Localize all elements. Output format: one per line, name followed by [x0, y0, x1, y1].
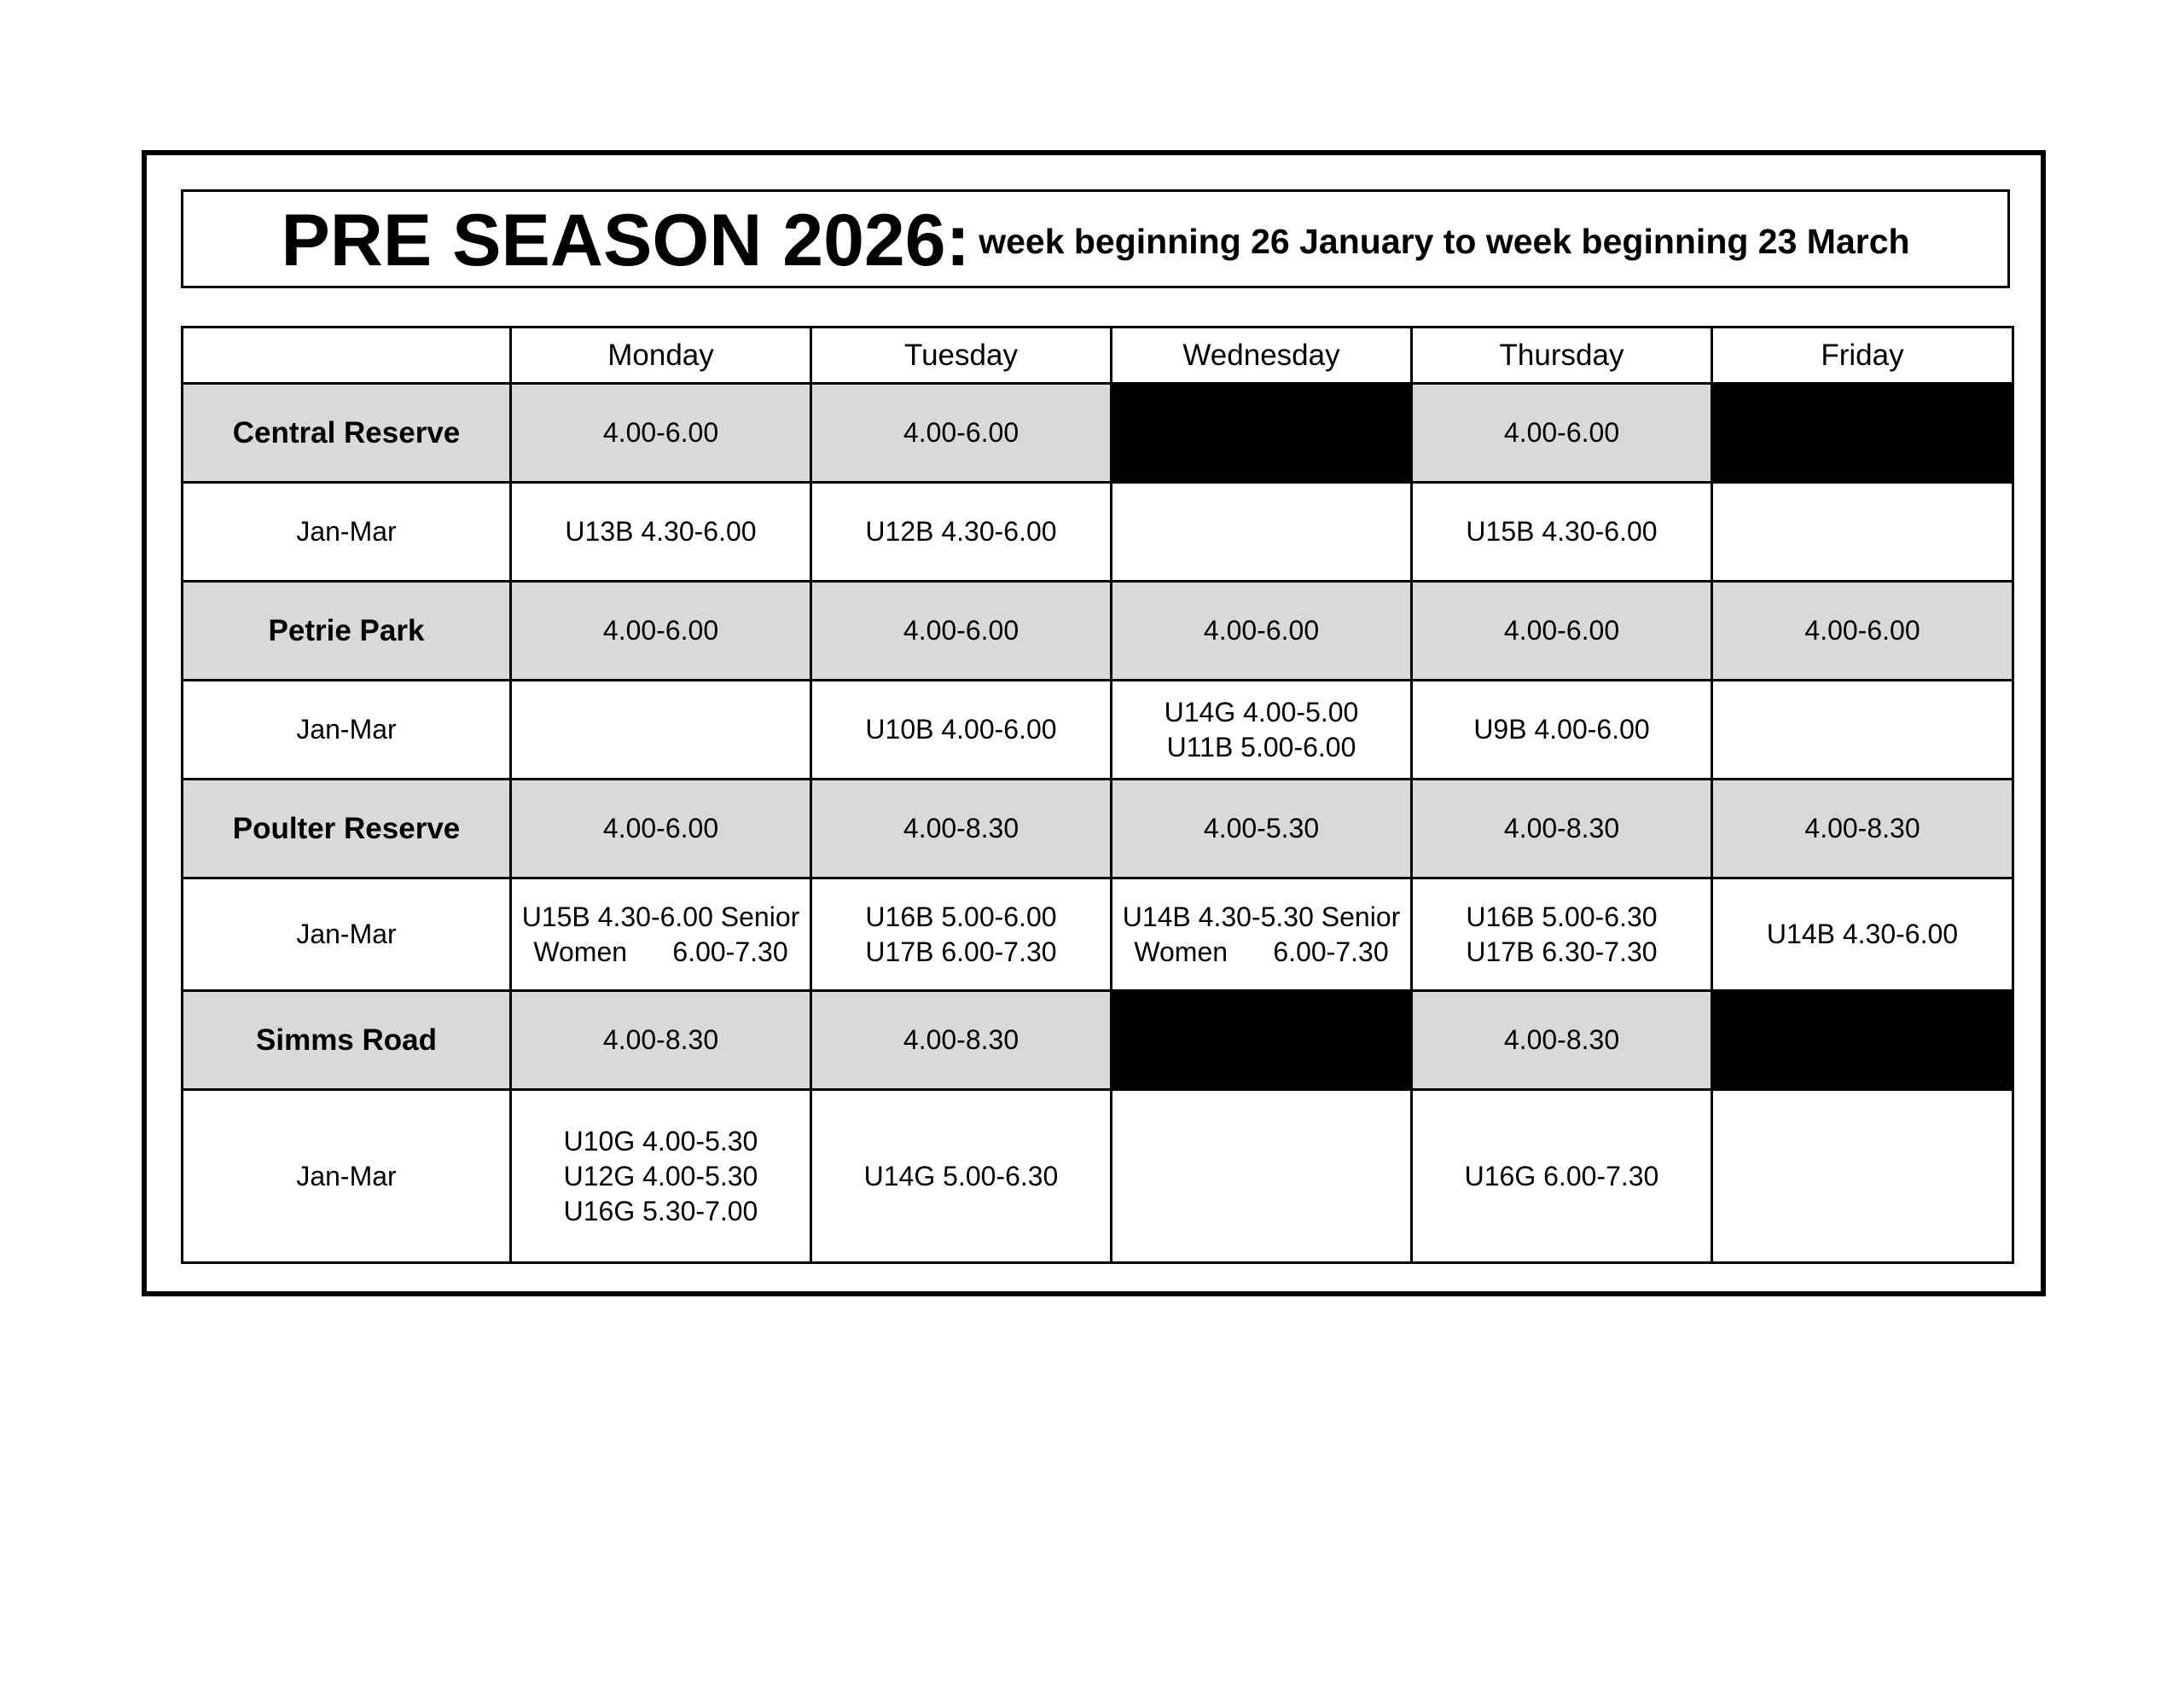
session-cell-friday	[1712, 681, 2013, 780]
period-label: Jan-Mar	[183, 681, 511, 780]
session-entry: U16G 6.00-7.30	[1464, 1160, 1659, 1191]
session-entry: U14B 4.30-6.00	[1766, 919, 1959, 949]
venue-hours-tuesday: 4.00-8.30	[811, 991, 1112, 1090]
blocked-cell	[1112, 384, 1412, 483]
sessions-row	[183, 878, 2013, 991]
venue-row	[183, 582, 2013, 681]
session-cell-wednesday	[1112, 483, 1412, 582]
session-cell-tuesday	[811, 878, 1112, 991]
day-header-thursday: Thursday	[1412, 328, 1712, 384]
session-entry: U16G 5.30-7.00	[563, 1195, 758, 1226]
venue-name-simms-road: Simms Road	[183, 991, 511, 1090]
session-entry: U12B 4.30-6.00	[865, 516, 1057, 547]
venue-row	[183, 780, 2013, 878]
session-cell-friday	[1712, 878, 2013, 991]
session-cell-thursday	[1412, 1090, 1712, 1263]
session-entry: U15B 4.30-6.00	[1466, 516, 1658, 547]
blocked-cell	[1112, 991, 1412, 1090]
session-cell-thursday	[1412, 483, 1712, 582]
venue-hours-thursday: 4.00-8.30	[1412, 780, 1712, 878]
session-entry: U9B 4.00-6.00	[1473, 714, 1650, 745]
session-cell-tuesday	[811, 681, 1112, 780]
venue-hours-monday: 4.00-6.00	[511, 384, 811, 483]
session-cell-tuesday	[811, 483, 1112, 582]
day-header-friday: Friday	[1712, 328, 2013, 384]
session-entry: U11B 5.00-6.00	[1166, 731, 1356, 762]
session-entry: U17B 6.00-7.30	[865, 936, 1057, 967]
session-cell-wednesday	[1112, 1090, 1412, 1263]
session-entry: U15B 4.30-6.00 Senior	[521, 901, 800, 932]
venue-hours-monday: 4.00-6.00	[511, 582, 811, 681]
session-entry: U14G 4.00-5.00	[1164, 696, 1359, 728]
day-header-wednesday: Wednesday	[1112, 328, 1412, 384]
session-cell-friday	[1712, 1090, 2013, 1263]
session-cell-thursday	[1412, 878, 1712, 991]
venue-hours-tuesday: 4.00-8.30	[811, 780, 1112, 878]
session-cell-thursday	[1412, 681, 1712, 780]
schedule-table	[181, 326, 2014, 1264]
session-cell-monday	[511, 1090, 811, 1263]
session-entry: U14G 5.00-6.30	[863, 1160, 1059, 1191]
title-box	[181, 189, 2010, 288]
venue-row	[183, 384, 2013, 483]
venue-hours-friday: 4.00-8.30	[1712, 780, 2013, 878]
session-cell-monday	[511, 681, 811, 780]
session-entry: U16B 5.00-6.30	[1466, 901, 1658, 932]
venue-hours-wednesday: 4.00-6.00	[1112, 582, 1412, 681]
venue-hours-tuesday: 4.00-6.00	[811, 384, 1112, 483]
session-entry: Women 6.00-7.30	[1134, 936, 1389, 967]
session-cell-friday	[1712, 483, 2013, 582]
sessions-row	[183, 681, 2013, 780]
session-cell-tuesday	[811, 1090, 1112, 1263]
venue-name-central-reserve: Central Reserve	[183, 384, 511, 483]
venue-name-petrie-park: Petrie Park	[183, 582, 511, 681]
venue-hours-thursday: 4.00-6.00	[1412, 582, 1712, 681]
venue-hours-tuesday: 4.00-6.00	[811, 582, 1112, 681]
period-label: Jan-Mar	[183, 483, 511, 582]
session-entry: U14B 4.30-5.30 Senior	[1122, 901, 1401, 932]
session-entry: U16B 5.00-6.00	[865, 901, 1057, 932]
venue-name-poulter-reserve: Poulter Reserve	[183, 780, 511, 878]
page-title: PRE SEASON 2026:	[281, 200, 971, 281]
session-entry: U17B 6.30-7.30	[1466, 936, 1658, 967]
day-header-tuesday: Tuesday	[811, 328, 1112, 384]
venue-hours-wednesday: 4.00-5.30	[1112, 780, 1412, 878]
session-cell-monday	[511, 483, 811, 582]
session-cell-wednesday	[1112, 681, 1412, 780]
corner-cell	[183, 328, 511, 384]
venue-hours-friday: 4.00-6.00	[1712, 582, 2013, 681]
session-cell-monday	[511, 878, 811, 991]
session-entry: U12G 4.00-5.30	[563, 1160, 758, 1191]
sessions-row	[183, 1090, 2013, 1263]
session-entry: U10B 4.00-6.00	[865, 714, 1057, 745]
venue-hours-thursday: 4.00-8.30	[1412, 991, 1712, 1090]
page-subtitle: week beginning 26 January to week beginning 23 March	[979, 222, 1910, 261]
day-header-monday: Monday	[511, 328, 811, 384]
venue-hours-thursday: 4.00-6.00	[1412, 384, 1712, 483]
session-cell-wednesday	[1112, 878, 1412, 991]
period-label: Jan-Mar	[183, 878, 511, 991]
venue-hours-monday: 4.00-8.30	[511, 991, 811, 1090]
session-entry: U10G 4.00-5.30	[563, 1125, 758, 1157]
blocked-cell	[1712, 991, 2013, 1090]
period-label: Jan-Mar	[183, 1090, 511, 1263]
session-entry: Women 6.00-7.30	[533, 936, 788, 967]
venue-row	[183, 991, 2013, 1090]
venue-hours-monday: 4.00-6.00	[511, 780, 811, 878]
session-entry: U13B 4.30-6.00	[565, 516, 757, 547]
blocked-cell	[1712, 384, 2013, 483]
header-row	[183, 328, 2013, 384]
sessions-row	[183, 483, 2013, 582]
